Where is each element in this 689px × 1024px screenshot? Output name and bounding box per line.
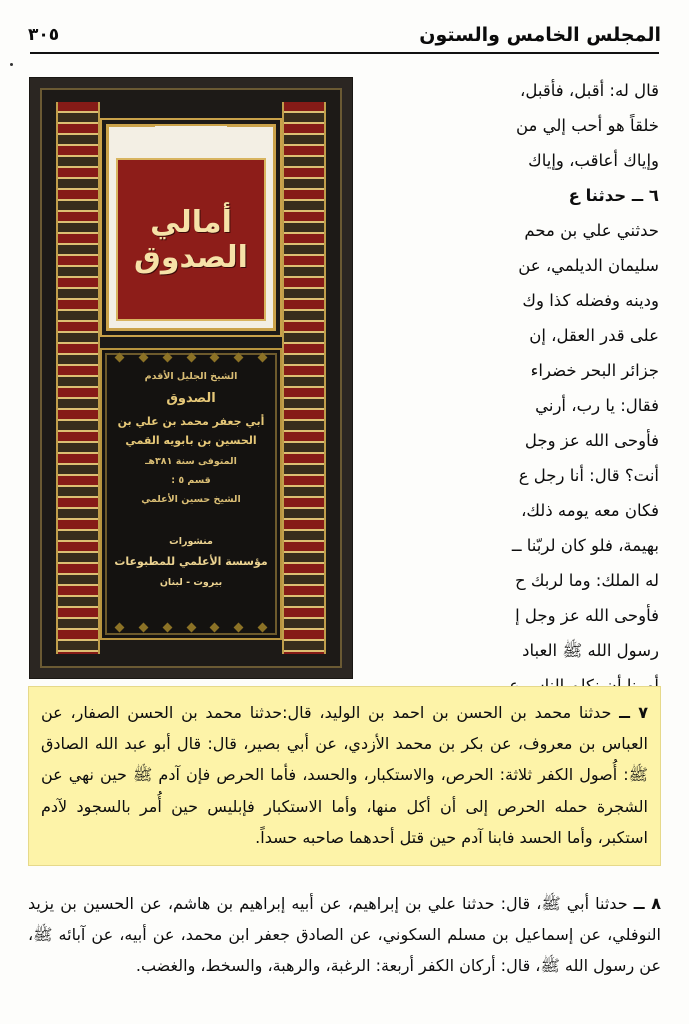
body-line: فكان معه يومه ذلك،	[521, 501, 659, 520]
cover-credit-line: المتوفى سنة ٣٨١هـ	[145, 455, 237, 467]
body-line: فأوحى الله عز وجل إ	[515, 606, 659, 625]
hadith-text: حدثنا أبي ﷺ، قال: حدثنا علي بن إبراهيم، عن أبيه إبراهيم بن هاشم، عن الحسين بن يزيد النوفلي، عن إسماعيل بن مسلم السكوني، عن الصادق جعفر ابن محمد، عن أبيه، عن آبائه ﷺ، عن رسول الله ﷺ، قال: أركان الكفر أربعة: الرغبة، والرهبة، والسخط، والغضب.	[28, 894, 661, 976]
page-title: المجلس الخامس والستون	[419, 24, 661, 46]
cover-background	[30, 78, 352, 678]
publisher-line: بيروت - لبنان	[159, 576, 223, 588]
body-line: خلقاً هو أحب إلي من	[516, 116, 659, 135]
final-hadith-paragraph	[28, 888, 661, 982]
body-line: قال له: أقبل، فأقبل،	[520, 81, 659, 100]
ornament-band-left-icon	[56, 102, 100, 654]
highlighted-hadith-paragraph	[41, 697, 648, 853]
page-number: ٣٠٥	[28, 25, 60, 45]
margin-mark	[10, 63, 13, 66]
cover-credit-line: الشيخ الجليل الأقدم	[144, 371, 238, 382]
cover-credit-line: قسم ٥ :	[171, 474, 211, 486]
body-line: أنت؟ قال: أنا رجل ع	[518, 466, 659, 485]
header-divider	[30, 52, 659, 54]
body-line: على قدر العقل، إن	[529, 326, 659, 345]
cover-publisher	[112, 534, 270, 591]
hadith-text: حدثنا محمد بن الحسن بن احمد بن الوليد، قال:حدثنا محمد بن الحسن الصفار، عن العباس بن معروف، عن بكر بن محمد الأزدي، عن أبي بصير، قال: قال أبو عبد الله الصادق ﷺ: أُصول الكفر ثلاثة: الحرص، والاستكبار، والحسد، فأما الحرص فإن آدم ﷺ حين نهي عن الشجرة حمله الحرص إلى أن أكل منها، وأما الاستكبار فإبليس حين أُمر بالسجود لآدم استكبر، وأما الحسد فابنا آدم حين قتل أحدهما صاحبه حسداً.	[41, 703, 648, 847]
highlighted-hadith-block	[28, 686, 661, 866]
cover-credit-line: الشيخ حسين الأعلمي	[141, 493, 241, 505]
body-line: رسول الله ﷺ العباد	[522, 641, 659, 660]
body-line: جزائر البحر خضراء	[530, 361, 659, 380]
side-text-column	[359, 74, 659, 704]
body-line: ودينه وفضله كذا وك	[522, 291, 659, 310]
hadith-number: ٧ ــ	[619, 703, 648, 722]
body-line: وإياك أعاقب، وإياك	[528, 151, 659, 170]
diamond-ornament-top-icon	[108, 354, 274, 364]
cover-title-text: أمالي الصدوق	[134, 204, 248, 275]
hadith-number-line: ٦ ــ حدثنا ع	[568, 186, 659, 205]
book-cover-image	[30, 78, 352, 678]
cover-credit-line: أبي جعفر محمد بن علي بن الحسين بن بابويه القمي	[117, 415, 265, 447]
body-line: بهيمة، فلو كان لربّنا ــ	[511, 536, 659, 555]
diamond-ornament-bottom-icon	[108, 624, 274, 634]
publisher-line: مؤسسة الأعلمي للمطبوعات	[114, 555, 268, 569]
cover-frame	[40, 88, 342, 668]
cartouche-inner-panel	[116, 158, 266, 321]
cover-credits-panel	[100, 348, 282, 640]
body-line: فقال: يا رب، أرني	[535, 396, 659, 415]
hadith-number: ٨ ــ	[633, 894, 661, 913]
final-hadith-block	[28, 888, 661, 982]
body-line: فأوحى الله عز وجل	[524, 431, 659, 450]
publisher-line: منشورات	[169, 536, 213, 548]
body-line: حدثني علي بن محم	[524, 221, 659, 240]
ornament-band-right-icon	[282, 102, 326, 654]
page-header	[28, 18, 661, 52]
body-line: له الملك: وما لربك ح	[514, 571, 659, 590]
cover-title-cartouche	[100, 118, 282, 337]
cartouche-crown-icon	[155, 126, 226, 156]
body-line: سليمان الديلمي، عن	[518, 256, 659, 275]
cover-credit-line: الصدوق	[166, 391, 216, 407]
